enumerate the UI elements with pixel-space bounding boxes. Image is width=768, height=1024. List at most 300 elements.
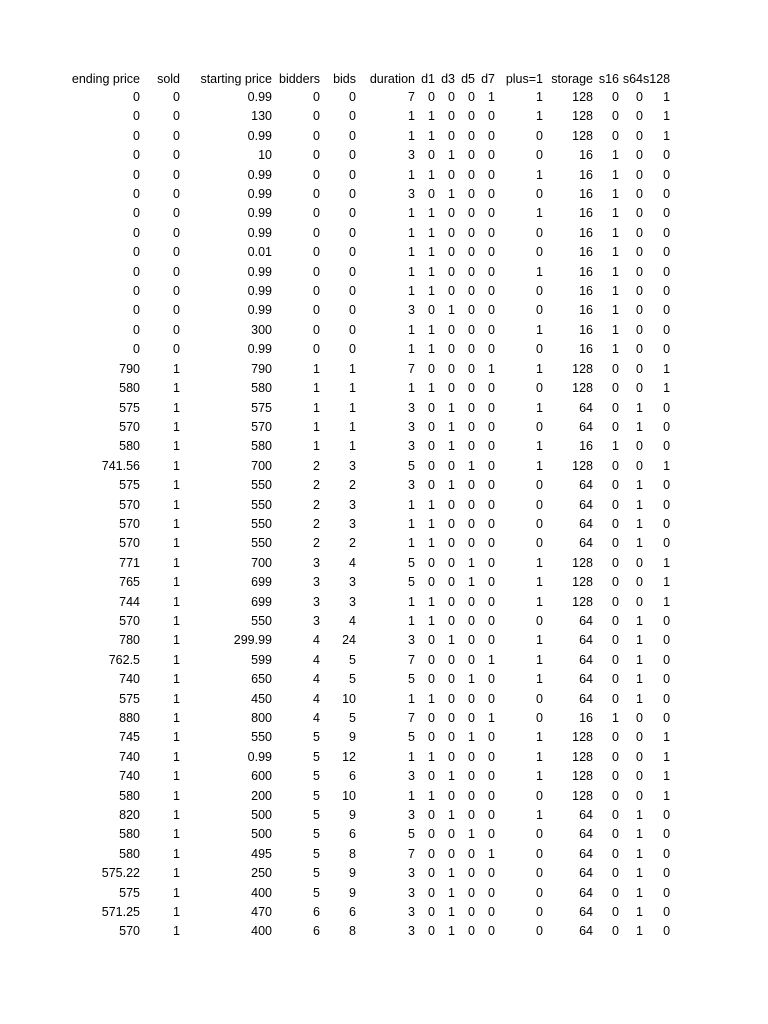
table-cell[interactable]: 0: [636, 322, 643, 337]
table-cell[interactable]: 0: [663, 187, 671, 202]
table-cell[interactable]: 1: [663, 361, 671, 376]
table-cell[interactable]: 0: [636, 109, 643, 124]
table-cell[interactable]: 0: [536, 905, 543, 920]
table-cell[interactable]: 128: [572, 381, 593, 396]
table-cell[interactable]: 0: [173, 284, 180, 299]
table-cell[interactable]: 5: [313, 808, 320, 823]
table-cell[interactable]: 3: [313, 594, 320, 609]
table-cell[interactable]: 1: [173, 711, 180, 725]
table-cell[interactable]: 64: [579, 866, 593, 881]
table-cell[interactable]: 1: [636, 419, 643, 434]
table-cell[interactable]: 0: [488, 148, 495, 163]
table-cell[interactable]: 128: [572, 730, 593, 745]
table-cell[interactable]: 0: [349, 90, 356, 104]
table-cell[interactable]: 7: [408, 846, 415, 861]
table-cell[interactable]: 0: [612, 866, 619, 881]
table-cell[interactable]: 0: [636, 303, 643, 318]
table-cell[interactable]: 570: [119, 516, 140, 531]
table-cell[interactable]: 0: [488, 924, 495, 939]
table-cell[interactable]: 0: [349, 167, 356, 182]
table-cell[interactable]: 0: [663, 148, 671, 163]
table-cell[interactable]: 1: [313, 439, 320, 454]
table-cell[interactable]: 1: [448, 866, 455, 881]
table-cell[interactable]: 1: [428, 613, 435, 628]
table-cell[interactable]: 128: [572, 458, 593, 473]
table-cell[interactable]: 0: [173, 90, 180, 104]
table-cell[interactable]: 130: [251, 109, 272, 124]
column-header[interactable]: sold: [157, 72, 180, 86]
table-cell[interactable]: 1: [428, 322, 435, 337]
table-cell[interactable]: 128: [572, 128, 593, 143]
table-cell[interactable]: 1: [636, 478, 643, 493]
table-cell[interactable]: 300: [251, 322, 272, 337]
table-cell[interactable]: 0: [612, 536, 619, 551]
table-cell[interactable]: 0: [488, 885, 495, 900]
table-cell[interactable]: 64: [579, 478, 593, 493]
table-cell[interactable]: 0: [488, 303, 495, 318]
table-cell[interactable]: 0: [488, 672, 495, 687]
table-cell[interactable]: 0: [468, 749, 475, 764]
table-cell[interactable]: 0: [536, 924, 543, 939]
table-cell[interactable]: 1: [173, 808, 180, 823]
table-cell[interactable]: 0: [349, 128, 356, 143]
table-cell[interactable]: 128: [572, 555, 593, 570]
table-cell[interactable]: 740: [119, 769, 140, 784]
column-header[interactable]: d3: [441, 72, 455, 86]
table-cell[interactable]: 5: [408, 672, 415, 687]
table-cell[interactable]: 128: [572, 749, 593, 764]
table-cell[interactable]: 0: [468, 866, 475, 881]
table-cell[interactable]: 0.99: [247, 90, 272, 104]
table-cell[interactable]: 1: [468, 672, 475, 687]
table-cell[interactable]: 5: [349, 652, 356, 667]
table-cell[interactable]: 0: [448, 128, 455, 143]
table-cell[interactable]: 400: [251, 924, 272, 939]
table-cell[interactable]: 0: [428, 769, 435, 784]
table-cell[interactable]: 0: [468, 497, 475, 512]
table-cell[interactable]: 3: [408, 148, 415, 163]
table-cell[interactable]: 1: [428, 206, 435, 221]
table-cell[interactable]: 3: [408, 478, 415, 493]
table-cell[interactable]: 0: [448, 730, 455, 745]
table-cell[interactable]: 4: [313, 652, 320, 667]
table-cell[interactable]: 64: [579, 633, 593, 648]
table-cell[interactable]: 1: [612, 342, 619, 357]
table-cell[interactable]: 550: [251, 516, 272, 531]
table-cell[interactable]: 0: [468, 652, 475, 667]
table-cell[interactable]: 1: [448, 400, 455, 415]
table-cell[interactable]: 575: [119, 478, 140, 493]
table-cell[interactable]: 0: [468, 613, 475, 628]
table-cell[interactable]: 1: [663, 458, 671, 473]
table-cell[interactable]: 0: [612, 381, 619, 396]
table-cell[interactable]: 0: [536, 516, 543, 531]
table-cell[interactable]: 1: [408, 109, 415, 124]
table-cell[interactable]: 0: [663, 284, 671, 299]
table-cell[interactable]: 0.99: [247, 749, 272, 764]
table-cell[interactable]: 0: [663, 167, 671, 182]
table-cell[interactable]: 2: [313, 497, 320, 512]
table-cell[interactable]: 0: [636, 225, 643, 240]
table-cell[interactable]: 0: [636, 361, 643, 376]
table-cell[interactable]: 0: [428, 652, 435, 667]
table-cell[interactable]: 0: [468, 788, 475, 803]
table-cell[interactable]: 0: [428, 361, 435, 376]
table-cell[interactable]: 0: [428, 439, 435, 454]
table-cell[interactable]: 4: [349, 555, 356, 570]
table-cell[interactable]: 571.25: [101, 905, 140, 920]
table-cell[interactable]: 1: [173, 905, 180, 920]
table-cell[interactable]: 0: [536, 885, 543, 900]
table-cell[interactable]: 0: [133, 342, 140, 357]
table-cell[interactable]: 790: [251, 361, 272, 376]
table-cell[interactable]: 650: [251, 672, 272, 687]
table-cell[interactable]: 0: [488, 497, 495, 512]
table-cell[interactable]: 1: [349, 439, 356, 454]
table-cell[interactable]: 4: [313, 711, 320, 725]
table-cell[interactable]: 1: [663, 594, 671, 609]
column-header[interactable]: d7: [481, 72, 495, 86]
table-cell[interactable]: 0: [663, 264, 671, 279]
table-cell[interactable]: 1: [488, 846, 495, 861]
table-cell[interactable]: 1: [173, 633, 180, 648]
table-cell[interactable]: 0: [133, 284, 140, 299]
table-cell[interactable]: 0: [133, 148, 140, 163]
table-cell[interactable]: 1: [448, 439, 455, 454]
table-cell[interactable]: 2: [313, 536, 320, 551]
table-cell[interactable]: 1: [349, 361, 356, 376]
table-cell[interactable]: 0: [612, 594, 619, 609]
table-cell[interactable]: 0: [488, 206, 495, 221]
table-cell[interactable]: 0: [536, 303, 543, 318]
table-cell[interactable]: 3: [408, 303, 415, 318]
table-cell[interactable]: 6: [349, 827, 356, 842]
table-cell[interactable]: 1: [636, 536, 643, 551]
table-cell[interactable]: 0: [612, 827, 619, 842]
table-cell[interactable]: 0: [173, 128, 180, 143]
table-cell[interactable]: 0: [468, 691, 475, 706]
table-cell[interactable]: 1: [536, 361, 543, 376]
table-cell[interactable]: 1: [468, 827, 475, 842]
table-cell[interactable]: 6: [313, 924, 320, 939]
table-cell[interactable]: 0: [468, 536, 475, 551]
table-cell[interactable]: 0: [468, 303, 475, 318]
table-cell[interactable]: 1: [636, 672, 643, 687]
table-cell[interactable]: 765: [119, 575, 140, 590]
table-cell[interactable]: 0: [428, 555, 435, 570]
table-cell[interactable]: 1: [428, 284, 435, 299]
table-cell[interactable]: 0: [488, 691, 495, 706]
table-cell[interactable]: 1: [448, 303, 455, 318]
table-cell[interactable]: 790: [119, 361, 140, 376]
table-cell[interactable]: 0: [133, 128, 140, 143]
table-cell[interactable]: 0: [636, 381, 643, 396]
table-cell[interactable]: 1: [428, 264, 435, 279]
table-cell[interactable]: 2: [349, 536, 356, 551]
table-cell[interactable]: 4: [313, 691, 320, 706]
table-cell[interactable]: 1: [536, 90, 543, 104]
table-cell[interactable]: 64: [579, 846, 593, 861]
table-cell[interactable]: 0: [133, 187, 140, 202]
table-cell[interactable]: 16: [579, 284, 593, 299]
table-cell[interactable]: 10: [258, 148, 272, 163]
table-cell[interactable]: 1: [663, 109, 671, 124]
table-cell[interactable]: 0: [612, 788, 619, 803]
table-cell[interactable]: 1: [408, 284, 415, 299]
table-cell[interactable]: 0: [488, 458, 495, 473]
table-cell[interactable]: 0: [636, 458, 643, 473]
table-cell[interactable]: 12: [342, 749, 356, 764]
table-cell[interactable]: 1: [663, 575, 671, 590]
table-cell[interactable]: 0: [536, 497, 543, 512]
table-cell[interactable]: 0: [612, 109, 619, 124]
table-cell[interactable]: 0: [612, 458, 619, 473]
table-cell[interactable]: 0: [663, 516, 671, 531]
table-cell[interactable]: 128: [572, 788, 593, 803]
table-cell[interactable]: 0: [349, 245, 356, 260]
table-cell[interactable]: 0: [536, 381, 543, 396]
table-cell[interactable]: 0: [636, 555, 643, 570]
table-cell[interactable]: 0: [349, 322, 356, 337]
table-cell[interactable]: 1: [408, 206, 415, 221]
table-cell[interactable]: 0: [468, 846, 475, 861]
table-cell[interactable]: 1: [173, 575, 180, 590]
table-cell[interactable]: 5: [349, 672, 356, 687]
table-cell[interactable]: 1: [612, 148, 619, 163]
table-cell[interactable]: 1: [408, 691, 415, 706]
table-cell[interactable]: 0: [468, 148, 475, 163]
table-cell[interactable]: 0: [663, 536, 671, 551]
table-cell[interactable]: 16: [579, 225, 593, 240]
table-cell[interactable]: 1: [536, 575, 543, 590]
table-cell[interactable]: 0: [349, 109, 356, 124]
table-cell[interactable]: 64: [579, 827, 593, 842]
table-cell[interactable]: 0: [133, 322, 140, 337]
table-cell[interactable]: 0: [313, 109, 320, 124]
table-cell[interactable]: 0: [349, 206, 356, 221]
table-cell[interactable]: 1: [636, 652, 643, 667]
table-cell[interactable]: 0: [448, 284, 455, 299]
table-cell[interactable]: 800: [251, 711, 272, 725]
table-cell[interactable]: 128: [572, 361, 593, 376]
table-cell[interactable]: 0: [488, 575, 495, 590]
table-cell[interactable]: 0: [488, 400, 495, 415]
table-cell[interactable]: 6: [349, 769, 356, 784]
table-cell[interactable]: 3: [408, 866, 415, 881]
table-cell[interactable]: 1: [488, 90, 495, 104]
table-cell[interactable]: 0: [536, 711, 543, 725]
table-cell[interactable]: 3: [349, 516, 356, 531]
table-cell[interactable]: 1: [428, 167, 435, 182]
table-cell[interactable]: 0: [536, 536, 543, 551]
column-header[interactable]: starting price: [200, 72, 272, 86]
table-cell[interactable]: 0: [612, 905, 619, 920]
table-cell[interactable]: 570: [251, 419, 272, 434]
table-cell[interactable]: 0: [173, 245, 180, 260]
table-cell[interactable]: 1: [428, 516, 435, 531]
table-cell[interactable]: 128: [572, 575, 593, 590]
table-cell[interactable]: 1: [173, 827, 180, 842]
table-cell[interactable]: 0: [468, 284, 475, 299]
table-cell[interactable]: 64: [579, 808, 593, 823]
table-cell[interactable]: 1: [636, 633, 643, 648]
table-cell[interactable]: 3: [349, 458, 356, 473]
table-cell[interactable]: 0: [448, 516, 455, 531]
table-cell[interactable]: 0: [428, 827, 435, 842]
table-cell[interactable]: 5: [313, 769, 320, 784]
table-cell[interactable]: 470: [251, 905, 272, 920]
table-cell[interactable]: 5: [313, 827, 320, 842]
table-cell[interactable]: 0: [448, 846, 455, 861]
table-cell[interactable]: 0: [663, 400, 671, 415]
table-cell[interactable]: 0: [488, 187, 495, 202]
table-cell[interactable]: 128: [572, 769, 593, 784]
table-cell[interactable]: 1: [636, 885, 643, 900]
column-header[interactable]: ending price: [71, 72, 140, 86]
table-cell[interactable]: 600: [251, 769, 272, 784]
table-cell[interactable]: 3: [408, 419, 415, 434]
table-cell[interactable]: 0: [612, 749, 619, 764]
table-cell[interactable]: 1: [636, 497, 643, 512]
table-cell[interactable]: 0: [636, 167, 643, 182]
table-cell[interactable]: 0.99: [247, 284, 272, 299]
table-cell[interactable]: 575: [119, 400, 140, 415]
table-cell[interactable]: 0: [313, 303, 320, 318]
table-cell[interactable]: 570: [119, 497, 140, 512]
table-cell[interactable]: 0: [428, 905, 435, 920]
table-cell[interactable]: 128: [572, 109, 593, 124]
table-cell[interactable]: 1: [173, 594, 180, 609]
table-cell[interactable]: 0: [636, 206, 643, 221]
table-cell[interactable]: 1: [173, 769, 180, 784]
table-cell[interactable]: 1: [612, 284, 619, 299]
table-cell[interactable]: 0: [313, 90, 320, 104]
table-cell[interactable]: 64: [579, 652, 593, 667]
table-cell[interactable]: 0: [488, 788, 495, 803]
table-cell[interactable]: 0: [448, 90, 455, 104]
table-cell[interactable]: 0: [173, 109, 180, 124]
table-cell[interactable]: 4: [349, 613, 356, 628]
table-cell[interactable]: 699: [251, 594, 272, 609]
table-cell[interactable]: 0: [133, 167, 140, 182]
table-cell[interactable]: 700: [251, 458, 272, 473]
table-cell[interactable]: 0: [313, 206, 320, 221]
table-cell[interactable]: 0: [468, 478, 475, 493]
table-cell[interactable]: 0: [428, 808, 435, 823]
table-cell[interactable]: 0: [468, 400, 475, 415]
table-cell[interactable]: 0: [612, 497, 619, 512]
table-cell[interactable]: 0: [133, 206, 140, 221]
table-cell[interactable]: 1: [173, 866, 180, 881]
table-cell[interactable]: 500: [251, 808, 272, 823]
column-header[interactable]: s128: [643, 72, 671, 86]
table-cell[interactable]: 0: [488, 866, 495, 881]
table-cell[interactable]: 0: [488, 322, 495, 337]
table-cell[interactable]: 0: [468, 594, 475, 609]
table-cell[interactable]: 1: [663, 381, 671, 396]
table-cell[interactable]: 0: [349, 187, 356, 202]
table-cell[interactable]: 2: [349, 478, 356, 493]
table-cell[interactable]: 1: [173, 672, 180, 687]
table-cell[interactable]: 1: [173, 555, 180, 570]
table-cell[interactable]: 0: [488, 225, 495, 240]
table-cell[interactable]: 0: [428, 711, 435, 725]
table-cell[interactable]: 0: [428, 187, 435, 202]
table-cell[interactable]: 0: [468, 206, 475, 221]
table-cell[interactable]: 1: [408, 322, 415, 337]
table-cell[interactable]: 0: [468, 245, 475, 260]
table-cell[interactable]: 762.5: [108, 652, 140, 667]
table-cell[interactable]: 0: [468, 633, 475, 648]
table-cell[interactable]: 1: [536, 769, 543, 784]
table-cell[interactable]: 0: [428, 672, 435, 687]
table-cell[interactable]: 0: [612, 924, 619, 939]
table-cell[interactable]: 0: [636, 342, 643, 357]
table-cell[interactable]: 3: [408, 439, 415, 454]
table-cell[interactable]: 0: [636, 264, 643, 279]
table-cell[interactable]: 0: [313, 264, 320, 279]
table-cell[interactable]: 0: [488, 827, 495, 842]
table-cell[interactable]: 0: [536, 788, 543, 803]
table-cell[interactable]: 0: [536, 148, 543, 163]
table-cell[interactable]: 0: [663, 905, 671, 920]
table-cell[interactable]: 0: [488, 167, 495, 182]
table-cell[interactable]: 0: [468, 225, 475, 240]
table-cell[interactable]: 0: [636, 575, 643, 590]
table-cell[interactable]: 599: [251, 652, 272, 667]
table-cell[interactable]: 780: [119, 633, 140, 648]
table-cell[interactable]: 1: [408, 342, 415, 357]
table-cell[interactable]: 880: [119, 711, 140, 725]
table-cell[interactable]: 16: [579, 303, 593, 318]
table-cell[interactable]: 0: [636, 749, 643, 764]
table-cell[interactable]: 0: [468, 439, 475, 454]
table-cell[interactable]: 1: [349, 381, 356, 396]
table-cell[interactable]: 16: [579, 711, 593, 725]
table-cell[interactable]: 1: [428, 128, 435, 143]
table-cell[interactable]: 580: [119, 846, 140, 861]
table-cell[interactable]: 0: [133, 225, 140, 240]
table-cell[interactable]: 0: [636, 284, 643, 299]
table-cell[interactable]: 10: [342, 788, 356, 803]
table-cell[interactable]: 1: [663, 788, 671, 803]
table-cell[interactable]: 5: [349, 711, 356, 725]
table-cell[interactable]: 0: [468, 711, 475, 725]
table-cell[interactable]: 5: [408, 575, 415, 590]
table-cell[interactable]: 1: [408, 381, 415, 396]
table-cell[interactable]: 1: [313, 400, 320, 415]
table-cell[interactable]: 1: [173, 749, 180, 764]
table-cell[interactable]: 575: [119, 691, 140, 706]
table-cell[interactable]: 16: [579, 342, 593, 357]
table-cell[interactable]: 0: [636, 148, 643, 163]
table-cell[interactable]: 1: [612, 225, 619, 240]
table-cell[interactable]: 550: [251, 730, 272, 745]
table-cell[interactable]: 0: [488, 905, 495, 920]
table-cell[interactable]: 1: [428, 225, 435, 240]
column-header[interactable]: s16: [598, 72, 619, 86]
table-cell[interactable]: 64: [579, 536, 593, 551]
table-cell[interactable]: 1: [349, 400, 356, 415]
table-cell[interactable]: 0: [663, 924, 671, 939]
table-cell[interactable]: 1: [428, 381, 435, 396]
table-cell[interactable]: 1: [612, 322, 619, 337]
table-cell[interactable]: 0: [612, 846, 619, 861]
table-cell[interactable]: 450: [251, 691, 272, 706]
table-cell[interactable]: 0: [428, 90, 435, 104]
table-cell[interactable]: 1: [488, 361, 495, 376]
table-cell[interactable]: 2: [313, 478, 320, 493]
